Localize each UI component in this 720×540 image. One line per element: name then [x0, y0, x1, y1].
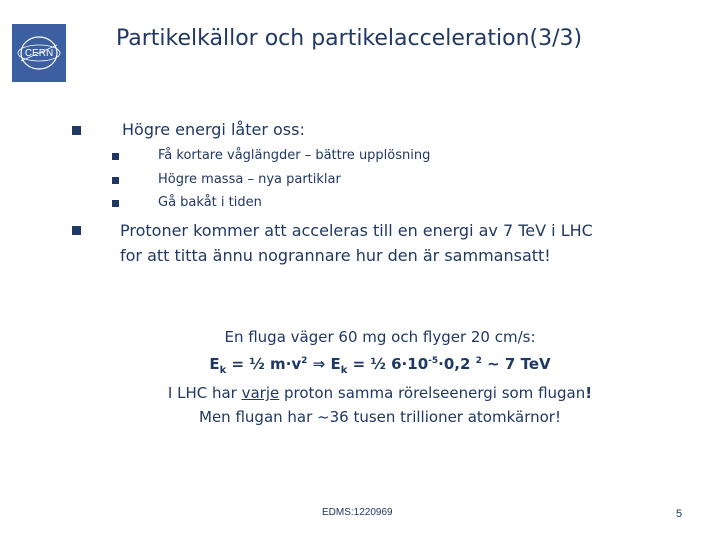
formula-k1: k — [219, 364, 227, 376]
sub-bullet-text: Högre massa – nya partiklar — [158, 172, 341, 187]
bullet-marker — [72, 226, 81, 235]
bullet-text-line2: for att titta ännu nogrannare hur den är sammansatt! — [120, 246, 551, 265]
sub-bullet-marker — [112, 153, 119, 160]
fly-example — [0, 326, 720, 429]
formula-arrow: ⇒ — [307, 354, 331, 373]
fly-line-1: En fluga väger 60 mg och flyger 20 cm/s: — [224, 328, 536, 346]
sub-bullet-marker — [112, 177, 119, 184]
bullet-text: Högre energi låter oss: — [122, 120, 305, 139]
formula-sq2: 2 — [475, 355, 482, 366]
sub-bullet-text: Få kortare våglängder – bättre upplösning — [158, 148, 431, 163]
formula-sq1: 2 — [301, 355, 308, 366]
page-number: 5 — [676, 508, 683, 520]
fly-line-3 — [0, 382, 720, 406]
sub-bullet-marker — [112, 200, 119, 207]
formula-eq2: = ½ 6·10 — [347, 354, 429, 373]
sub-bullet-text: Gå bakåt i tiden — [158, 195, 262, 210]
formula-eq1: = ½ m·v — [226, 354, 302, 373]
formula-e1: E — [209, 354, 220, 373]
formula-exp: -5 — [428, 355, 439, 366]
bullet-text-line1: Protoner kommer att acceleras till en energi av 7 TeV i LHC — [120, 221, 593, 240]
fly-line-3-b: proton samma rörelseenergi som flugan — [279, 384, 586, 402]
svg-text:CERN: CERN — [24, 48, 54, 59]
formula-mid: ·0,2 — [438, 354, 476, 373]
fly-line-3-c: ! — [585, 384, 593, 402]
formula-k2: k — [340, 364, 348, 376]
formula-e2: E — [330, 354, 341, 373]
formula-result: ~ 7 TeV — [481, 354, 551, 373]
cern-logo-icon — [12, 24, 66, 82]
bullet-marker — [72, 126, 81, 135]
footer-reference: EDMS:1220969 — [322, 507, 393, 518]
energy-formula — [0, 350, 720, 383]
fly-line-3-a: I LHC har — [167, 384, 242, 402]
cern-logo — [12, 24, 66, 82]
slide-title: Partikelkällor och partikelacceleration(3/3) — [116, 26, 583, 51]
fly-line-3-underlined: varje — [241, 384, 280, 402]
fly-line-4: Men flugan har ~36 tusen trillioner atomkärnor! — [199, 407, 561, 426]
